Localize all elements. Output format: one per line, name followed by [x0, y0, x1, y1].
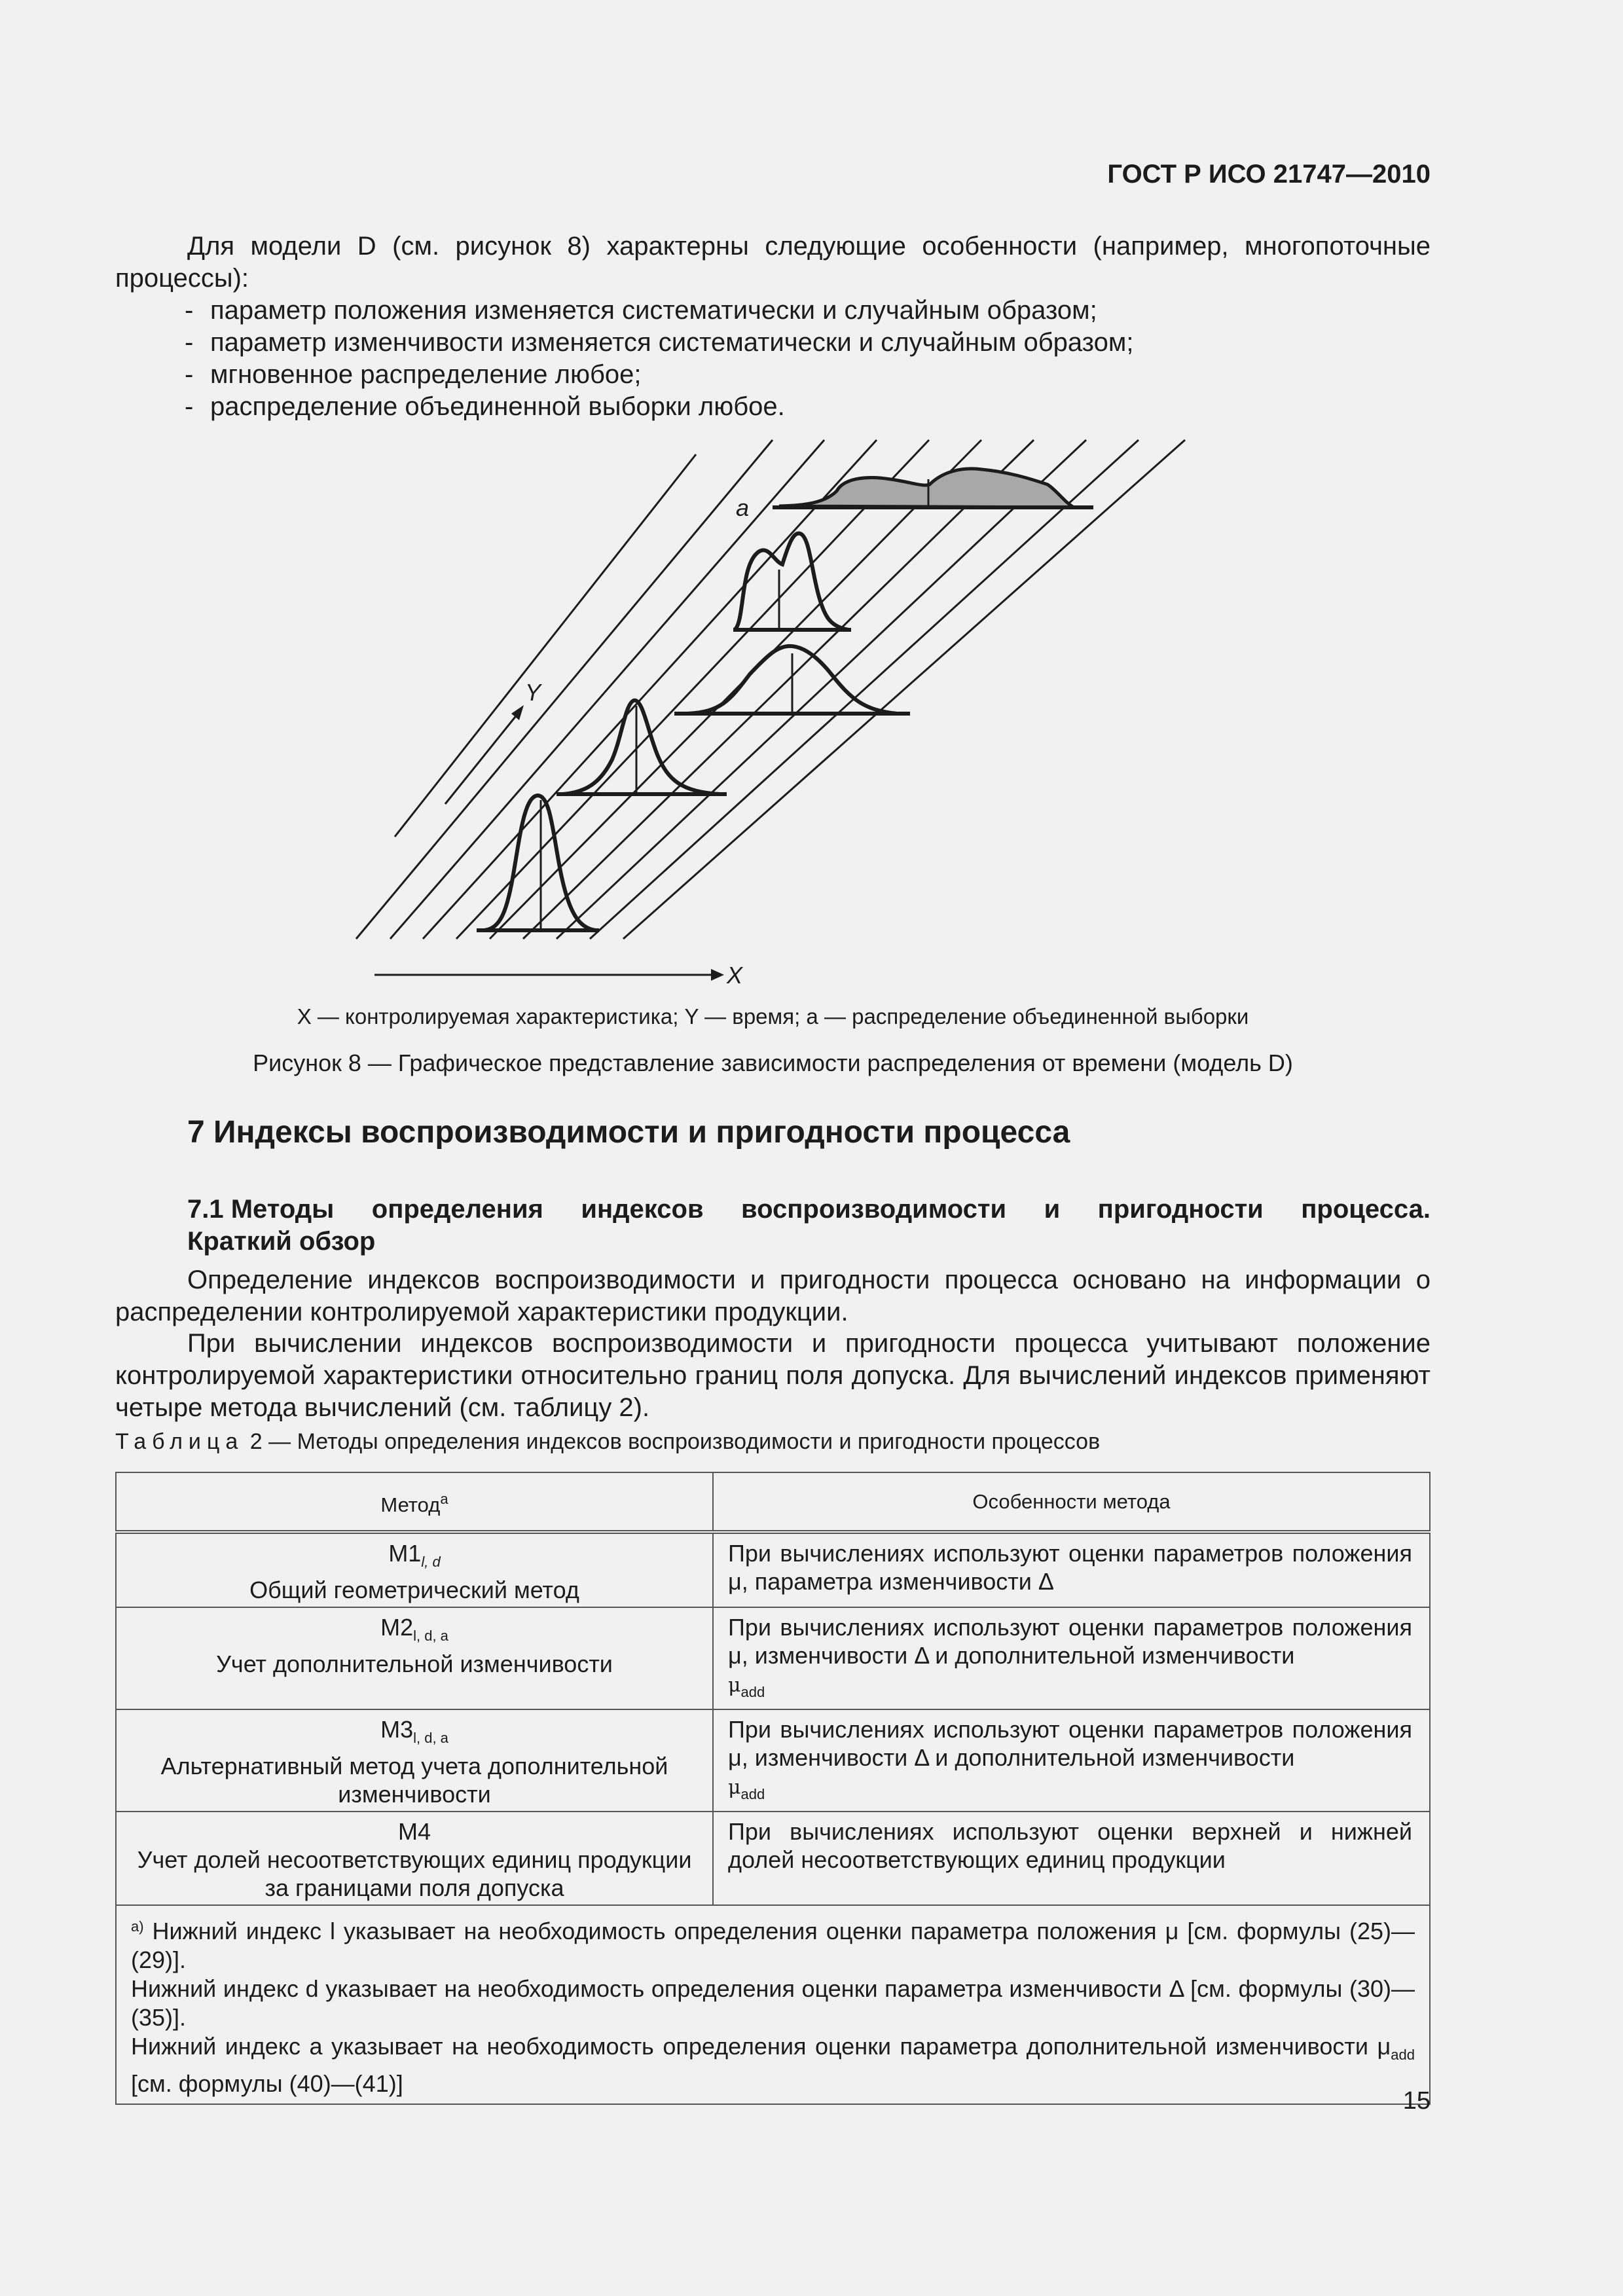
table-row	[116, 1812, 1430, 1905]
methods-table	[115, 1472, 1431, 2105]
section-7-title: 7 Индексы воспроизводимости и пригодности процесса	[187, 1115, 1070, 1150]
list-item: - параметр изменчивости изменяется систематически и случайным образом;	[185, 328, 1134, 357]
page-number: 15	[1402, 2087, 1431, 2115]
list-item: - параметр положения изменяется систематически и случайным образом;	[185, 296, 1097, 325]
label-a: a	[736, 494, 750, 521]
list-item: - мгновенное распределение любое;	[185, 360, 642, 389]
label-y: Y	[525, 679, 541, 706]
bimodal-distribution-curve	[735, 534, 848, 630]
table-footnote-row	[116, 1905, 1430, 2104]
list-item: - распределение объединенной выборки любое.	[185, 392, 785, 421]
intro-text: Для модели D (см. рисунок 8) характерны следующие особенности (например, многопоточные процессы):	[115, 232, 1431, 293]
document-standard-number: ГОСТ Р ИСО 21747—2010	[1107, 160, 1431, 189]
table-row	[116, 1607, 1430, 1709]
method-cell: $М1_{l, d}$ Общий геометрический метод	[116, 1532, 713, 1607]
label-x: X	[727, 962, 743, 989]
method-cell: $М2_{l, d, a}$ Учет дополнительной изменчивости	[116, 1607, 713, 1709]
figure-caption: Рисунок 8 — Графическое представление зависимости распределения от времени (модель D)	[253, 1049, 1293, 1076]
method-cell: $М3_{l, d, a}$ Альтернативный метод учета дополнительной изменчивости	[116, 1709, 713, 1812]
column-header-method: Метод$^a$	[116, 1472, 713, 1532]
intro-paragraph	[115, 230, 1431, 295]
section-7-paragraph-1: Определение индексов воспроизводимости и пригодности процесса основано на информации о распределении контролируемой характеристики продукции.	[115, 1266, 1431, 1326]
table-row	[116, 1709, 1430, 1812]
method-description: При вычислениях используют оценки параметров положения μ, изменчивости Δ и дополнительной изменчивости $\mu_{add}$	[713, 1709, 1430, 1812]
table-title: Таблица 2 — Методы определения индексов воспроизводимости и пригодности процессов	[115, 1429, 1101, 1454]
diagonal-grid-lines	[356, 440, 1185, 939]
column-header-features: Особенности метода	[713, 1472, 1430, 1532]
method-description: При вычислениях используют оценки параметров положения μ, параметра изменчивости Δ	[713, 1532, 1430, 1607]
method-description: При вычислениях используют оценки параметров положения μ, изменчивости Δ и дополнительной изменчивости $\mu_{add}$	[713, 1607, 1430, 1709]
subsection-7-1-title: 7.1 Методы определения индексов воспроизводимости и пригодности процесса. Краткий обзор	[187, 1195, 1431, 1256]
figure-8-diagram	[347, 435, 1198, 998]
table-header-row	[116, 1472, 1430, 1532]
section-7-paragraph-2: При вычислении индексов воспроизводимости и пригодности процесса учитывают положение контролируемой характеристики относительно границ поля допуска. Для вычислений индексов применяют четыре метода вычислений (см. таблицу 2).	[115, 1329, 1431, 1422]
method-description: При вычислениях используют оценки верхней и нижней долей несоответствующих единиц продукции	[713, 1812, 1430, 1905]
x-axis-arrowhead	[711, 969, 724, 981]
figure-legend: X — контролируемая характеристика; Y — время; a — распределение объединенной выборки	[297, 1004, 1249, 1029]
method-cell: М4 Учет долей несоответствующих единиц продукции за границами поля допуска	[116, 1812, 713, 1905]
table-footnote: $^{а)}$ Нижний индекс l указывает на необходимость определения оценки параметра положения μ [см. формулы (25)—(29)]. Нижний индекс d указывает на необходимость определения оценки параметра изменчивости Δ [см. формулы (30)—(35)]. Нижний индекс a указывает на необходимость определения оценки параметра дополнительной изменчивости $\mu_{add}$ [см. формулы (40)—(41)]	[116, 1905, 1430, 2104]
feature-list	[187, 295, 1431, 423]
table-row	[116, 1532, 1430, 1607]
combined-distribution-shape	[779, 469, 1074, 507]
